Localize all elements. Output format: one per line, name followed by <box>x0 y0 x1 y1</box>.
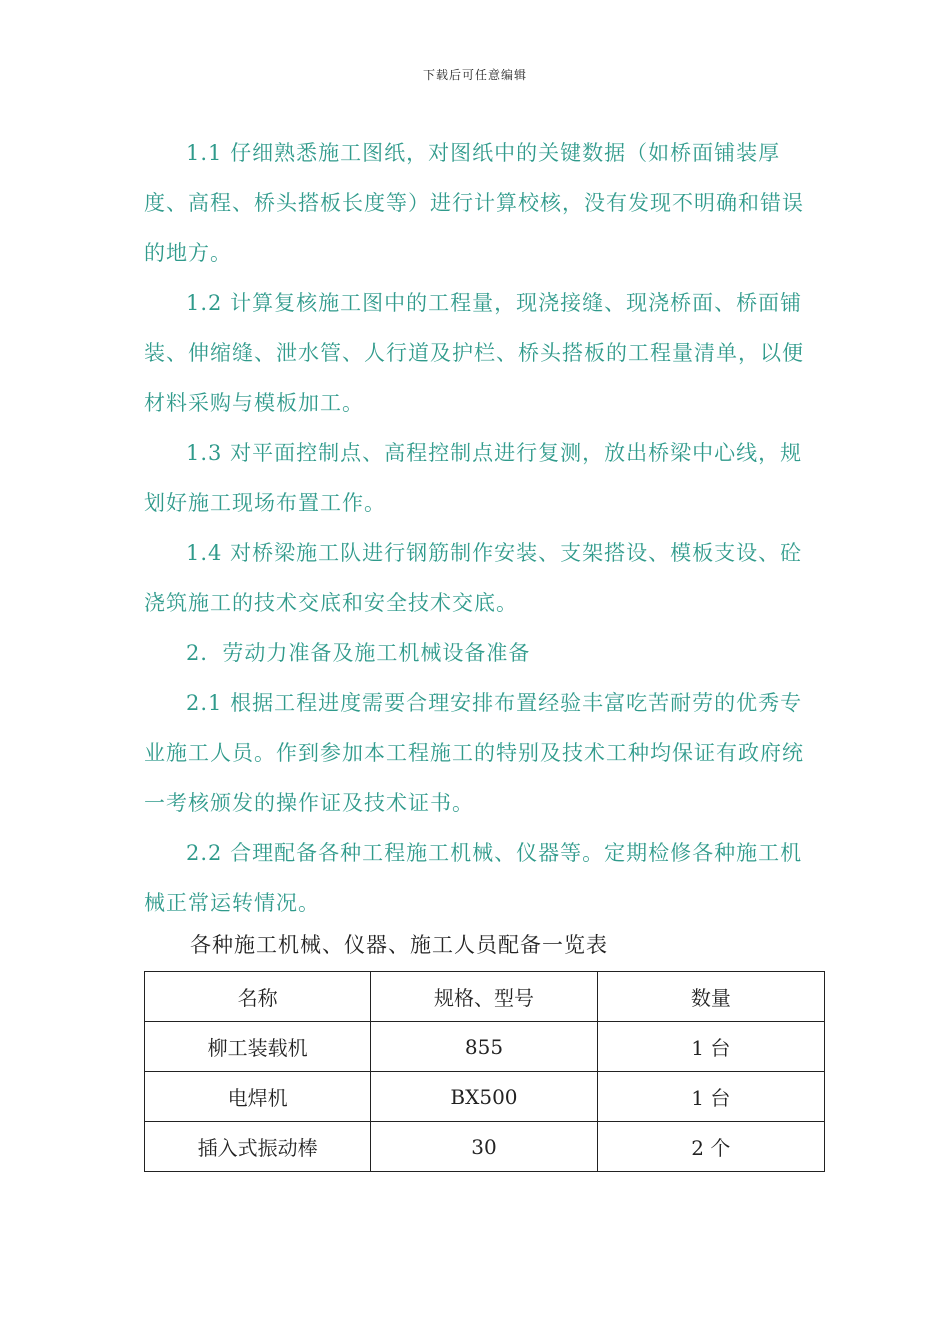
table-header-row <box>145 972 825 1022</box>
cell-spec: BX500 <box>371 1072 597 1122</box>
document-body <box>144 128 824 928</box>
page-header: 下载后可任意编辑 <box>422 68 527 82</box>
cell-spec: 30 <box>371 1122 597 1172</box>
paragraph-1-3: 1.3 对平面控制点、高程控制点进行复测，放出桥梁中心线，规划好施工现场布置工作。 <box>144 441 803 515</box>
column-header-spec: 规格、型号 <box>371 972 597 1022</box>
paragraph-1-2: 1.2 计算复核施工图中的工程量，现浇接缝、现浇桥面、桥面铺装、伸缩缝、泄水管、人行道及护栏、桥头搭板的工程量清单，以便材料采购与模板加工。 <box>144 291 804 415</box>
column-header-name: 名称 <box>145 972 371 1022</box>
cell-quantity: 1 台 <box>597 1072 824 1122</box>
table-row <box>145 1122 825 1172</box>
table-row <box>145 1072 825 1122</box>
cell-name: 柳工装载机 <box>145 1022 371 1072</box>
column-header-quantity: 数量 <box>597 972 824 1022</box>
cell-name: 电焊机 <box>145 1072 371 1122</box>
paragraph-1-1: 1.1 仔细熟悉施工图纸，对图纸中的关键数据（如桥面铺装厚度、高程、桥头搭板长度等）进行计算校核，没有发现不明确和错误的地方。 <box>144 141 804 265</box>
table-row <box>145 1022 825 1072</box>
cell-spec: 855 <box>371 1022 597 1072</box>
cell-quantity: 2 个 <box>597 1122 824 1172</box>
paragraph-2-1: 2.1 根据工程进度需要合理安排布置经验丰富吃苦耐劳的优秀专业施工人员。作到参加本工程施工的特别及技术工种均保证有政府统一考核颁发的操作证及技术证书。 <box>144 691 804 815</box>
section-heading-2: 2．劳动力准备及施工机械设备准备 <box>186 641 531 665</box>
cell-name: 插入式振动棒 <box>145 1122 371 1172</box>
table-caption: 各种施工机械、仪器、施工人员配备一览表 <box>190 933 608 957</box>
paragraph-2-2: 2.2 合理配备各种工程施工机械、仪器等。定期检修各种施工机械正常运转情况。 <box>144 841 803 915</box>
cell-quantity: 1 台 <box>597 1022 824 1072</box>
paragraph-1-4: 1.4 对桥梁施工队进行钢筋制作安装、支架搭设、模板支设、砼浇筑施工的技术交底和安全技术交底。 <box>144 541 803 615</box>
equipment-table <box>144 971 825 1172</box>
